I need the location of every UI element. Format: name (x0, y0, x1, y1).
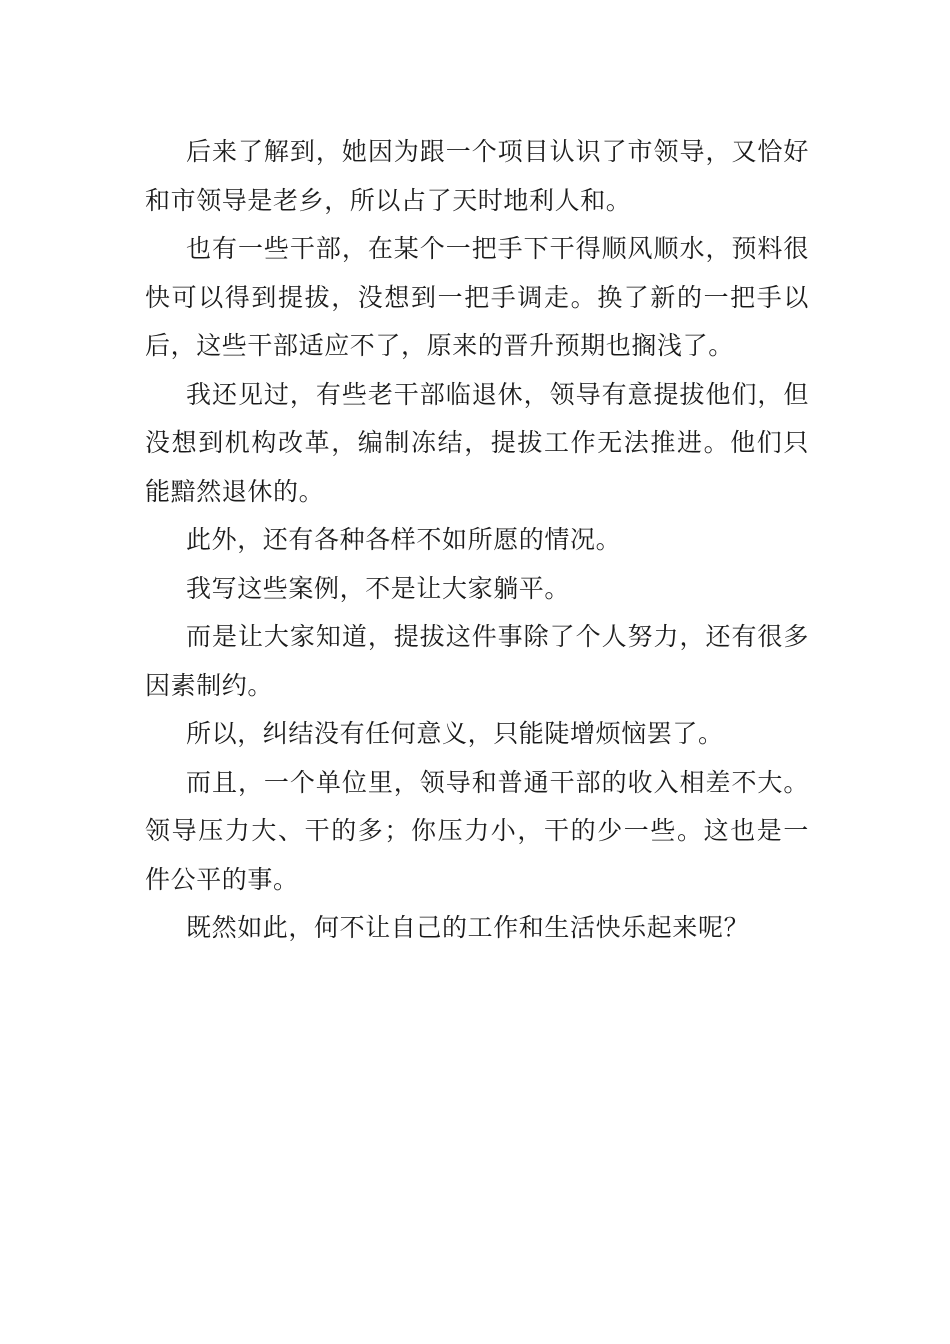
paragraph-7: 所以，纠结没有任何意义，只能陡增烦恼罢了。 (186, 719, 724, 748)
paragraph-8: 而且，一个单位里，领导和普通干部的收入相差不大。领导压力大、干的多；你压力小，干的少一些。这也是一件公平的事。 (145, 767, 809, 894)
body-text (145, 128, 809, 953)
paragraph-5: 我写这些案例，不是让大家躺平。 (186, 573, 571, 603)
paragraph-6: 而是让大家知道，提拔这件事除了个人努力，还有很多因素制约。 (145, 622, 809, 700)
paragraph-1: 后来了解到，她因为跟一个项目认识了市领导，又恰好和市领导是老乡，所以占了天时地利人和。 (145, 137, 809, 215)
paragraph-3: 我还见过，有些老干部临退休，领导有意提拔他们，但没想到机构改革，编制冻结，提拔工作无法推进。他们只能黯然退休的。 (145, 379, 809, 506)
paragraph-9: 既然如此，何不让自己的工作和生活快乐起来呢？ (186, 913, 750, 942)
paragraph-2: 也有一些干部，在某个一把手下干得顺风顺水，预料很快可以得到提拔，没想到一把手调走。换了新的一把手以后，这些干部适应不了，原来的晋升预期也搁浅了。 (145, 234, 809, 360)
paragraph-4: 此外，还有各种各样不如所愿的情况。 (186, 525, 622, 554)
